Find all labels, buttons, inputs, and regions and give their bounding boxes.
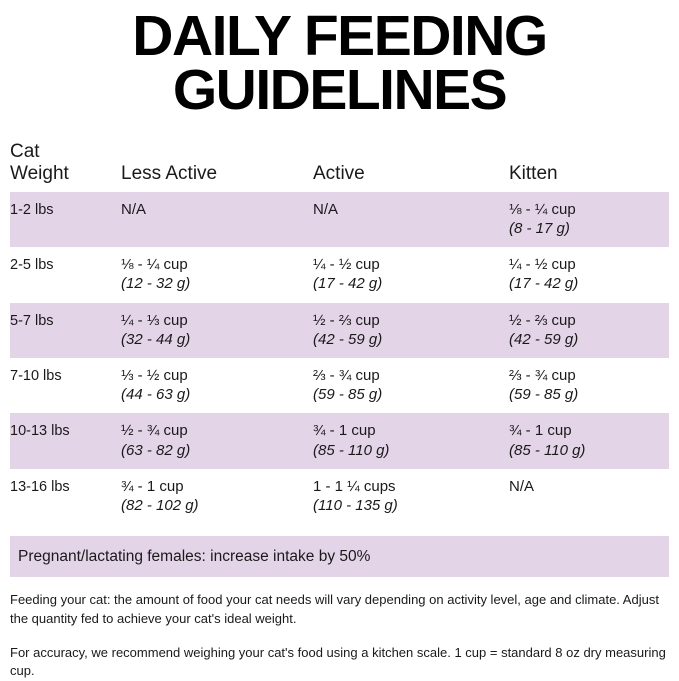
cell-active xyxy=(305,192,501,247)
feeding-table xyxy=(10,141,669,524)
table-row xyxy=(10,469,669,524)
cell-active xyxy=(305,303,501,358)
cell-active xyxy=(305,247,501,302)
cell-amount: ⅔ - ¾ cup xyxy=(313,366,380,384)
cell-kitten xyxy=(501,192,669,247)
cell-weight: 7-10 lbs xyxy=(10,367,62,384)
cell-amount: N/A xyxy=(313,200,339,218)
footnotes xyxy=(10,591,669,681)
cell-amount: ¾ - 1 cup xyxy=(313,422,376,440)
footnote-measuring-advice: For accuracy, we recommend weighing your cat's food using a kitchen scale. 1 cup = standard 8 oz dry measuring cup. xyxy=(10,645,666,679)
cell-grams: (17 - 42 g) xyxy=(313,275,383,293)
cell-active xyxy=(305,358,501,413)
cell-grams: (42 - 59 g) xyxy=(509,330,579,348)
column-header-weight-line-2: Weight xyxy=(10,163,69,184)
cell-amount: ¼ - ⅓ cup xyxy=(121,311,188,329)
column-header-weight-line-1: Cat xyxy=(10,141,40,163)
cell-amount: ¼ - ½ cup xyxy=(509,256,576,274)
cell-weight: 1-2 lbs xyxy=(10,192,113,247)
cell-kitten xyxy=(501,358,669,413)
column-header-weight xyxy=(10,141,113,192)
cell-less-active xyxy=(113,413,305,468)
page-title xyxy=(10,0,669,122)
column-header-less-active: Less Active xyxy=(121,163,218,184)
table-header xyxy=(10,141,669,192)
cell-grams: (17 - 42 g) xyxy=(509,275,579,293)
table-row xyxy=(10,192,669,247)
cell-amount: ½ - ⅔ cup xyxy=(509,311,576,329)
cell-amount: ½ - ⅔ cup xyxy=(313,311,380,329)
cell-grams: (12 - 32 g) xyxy=(121,275,191,293)
cell-grams: (110 - 135 g) xyxy=(313,496,398,514)
cell-grams: (82 - 102 g) xyxy=(121,496,199,514)
cell-grams: (85 - 110 g) xyxy=(509,441,586,459)
cell-grams: (32 - 44 g) xyxy=(121,330,191,348)
cell-kitten xyxy=(501,303,669,358)
cell-less-active xyxy=(113,469,305,524)
cell-grams: (8 - 17 g) xyxy=(509,220,570,238)
footnote-feeding-advice: Feeding your cat: the amount of food your cat needs will vary depending on activity level, age and climate. Adjust the quantity fed to achieve your cat's ideal weight. xyxy=(10,592,659,626)
cell-weight: 13-16 lbs xyxy=(10,478,70,495)
table-row xyxy=(10,247,669,302)
cell-grams: (44 - 63 g) xyxy=(121,386,191,404)
table-row xyxy=(10,413,669,468)
cell-kitten xyxy=(501,247,669,302)
cell-less-active xyxy=(113,192,305,247)
cell-amount: 1 - 1 ¼ cups xyxy=(313,477,396,495)
page-title-line-1: DAILY FEEDING xyxy=(132,4,547,68)
cell-amount: ½ - ¾ cup xyxy=(121,422,188,440)
cell-active xyxy=(305,469,501,524)
cell-amount: ¾ - 1 cup xyxy=(509,422,572,440)
pregnancy-note-text: Pregnant/lactating females: increase intake by 50% xyxy=(18,547,371,565)
cell-amount: ⅛ - ¼ cup xyxy=(121,256,188,274)
pregnancy-note-band xyxy=(10,536,669,577)
table-row xyxy=(10,303,669,358)
cell-kitten xyxy=(501,413,669,468)
cell-amount: N/A xyxy=(121,200,147,218)
cell-grams: (42 - 59 g) xyxy=(313,330,383,348)
cell-amount: N/A xyxy=(509,477,535,495)
cell-weight: 10-13 lbs xyxy=(10,413,113,468)
cell-less-active xyxy=(113,247,305,302)
cell-amount: ⅓ - ½ cup xyxy=(121,366,188,384)
table-row xyxy=(10,358,669,413)
cell-less-active xyxy=(113,358,305,413)
cell-grams: (59 - 85 g) xyxy=(313,386,383,404)
cell-grams: (85 - 110 g) xyxy=(313,441,390,459)
table-body xyxy=(10,192,669,524)
cell-amount: ⅛ - ¼ cup xyxy=(509,200,576,218)
cell-amount: ¼ - ½ cup xyxy=(313,256,380,274)
column-header-active: Active xyxy=(313,163,365,184)
table-header-row xyxy=(10,141,669,192)
cell-grams: (63 - 82 g) xyxy=(121,441,191,459)
cell-kitten xyxy=(501,469,669,524)
cell-less-active xyxy=(113,303,305,358)
cell-amount: ¾ - 1 cup xyxy=(121,477,184,495)
cell-amount: ⅔ - ¾ cup xyxy=(509,366,576,384)
cell-weight: 2-5 lbs xyxy=(10,257,54,274)
cell-weight: 5-7 lbs xyxy=(10,303,113,358)
cell-active xyxy=(305,413,501,468)
cell-grams: (59 - 85 g) xyxy=(509,386,579,404)
column-header-kitten: Kitten xyxy=(509,163,558,184)
page-title-line-2: GUIDELINES xyxy=(172,57,507,122)
